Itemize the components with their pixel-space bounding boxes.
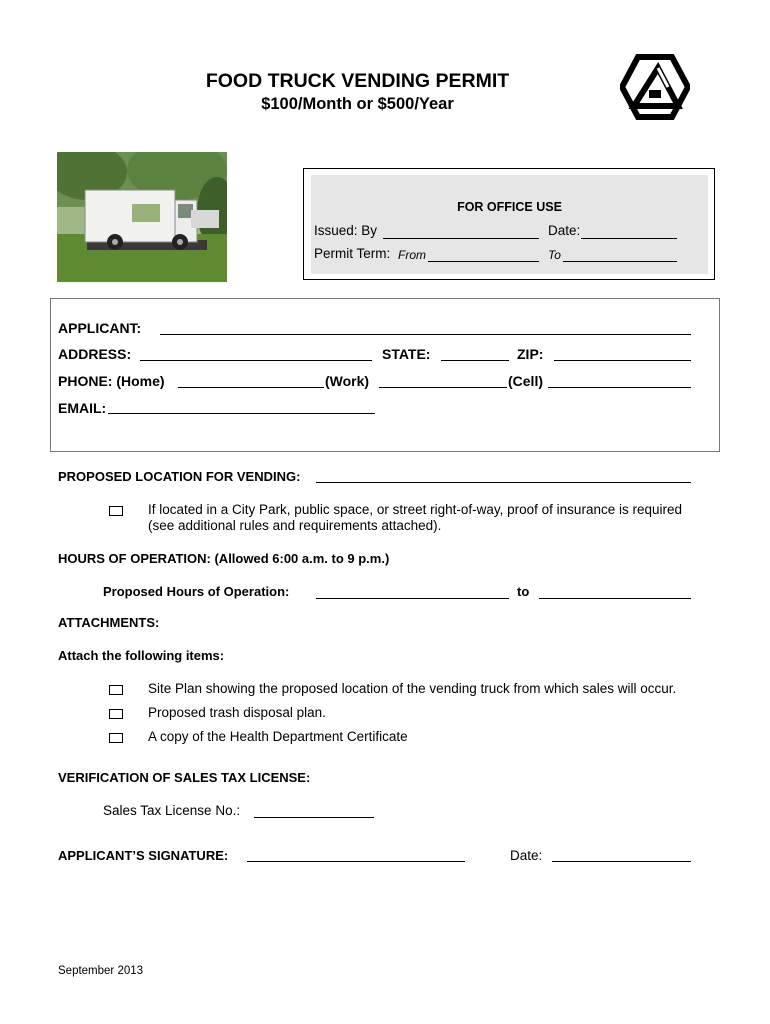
phone-home-label: PHONE: (Home) xyxy=(58,373,165,389)
site-plan-checkbox[interactable] xyxy=(109,685,123,695)
permit-to-field[interactable] xyxy=(563,261,677,262)
permit-to-label: To xyxy=(548,248,561,262)
attachment-item-trash-plan: Proposed trash disposal plan. xyxy=(148,705,326,720)
zip-field[interactable] xyxy=(554,360,691,361)
office-date-label: Date: xyxy=(548,223,581,238)
signature-date-label: Date: xyxy=(510,848,543,863)
phone-home-field[interactable] xyxy=(178,387,324,388)
attachment-item-site-plan: Site Plan showing the proposed location of the vending truck from which sales will occur. xyxy=(148,681,677,696)
attachments-label: ATTACHMENTS: xyxy=(58,615,160,630)
permit-term-label: Permit Term: xyxy=(314,246,391,261)
address-label: ADDRESS: xyxy=(58,346,132,362)
permit-from-field[interactable] xyxy=(428,261,539,262)
hours-to-label: to xyxy=(517,584,530,599)
sales-tax-verification-label: VERIFICATION OF SALES TAX LICENSE: xyxy=(58,770,311,785)
form-title: FOOD TRUCK VENDING PERMIT xyxy=(205,70,510,92)
proposed-hours-label: Proposed Hours of Operation: xyxy=(103,584,290,599)
sales-tax-license-label: Sales Tax License No.: xyxy=(103,803,241,818)
hours-of-operation-label: HOURS OF OPERATION: (Allowed 6:00 a.m. to 9 p.m.) xyxy=(58,551,390,566)
form-subtitle: $100/Month or $500/Year xyxy=(261,95,454,113)
phone-work-label: (Work) xyxy=(325,373,370,389)
state-field[interactable] xyxy=(441,360,509,361)
hours-start-field[interactable] xyxy=(316,598,509,599)
applicant-signature-label: APPLICANT’S SIGNATURE: xyxy=(58,848,229,863)
applicant-label: APPLICANT: xyxy=(58,320,142,336)
state-label: STATE: xyxy=(382,346,431,362)
applicant-field[interactable] xyxy=(160,334,691,335)
permit-from-label: From xyxy=(398,248,426,262)
issued-by-label: Issued: By xyxy=(314,223,378,238)
attachment-item-health-certificate: A copy of the Health Department Certificate xyxy=(148,729,408,744)
insurance-note-line1: If located in a City Park, public space, or street right-of-way, proof of insurance is required xyxy=(148,502,682,517)
office-date-field[interactable] xyxy=(581,238,677,239)
trash-plan-checkbox[interactable] xyxy=(109,709,123,719)
signature-date-field[interactable] xyxy=(552,861,691,862)
footer-date: September 2013 xyxy=(58,965,144,977)
issued-by-field[interactable] xyxy=(383,238,539,239)
insurance-checkbox[interactable] xyxy=(109,506,123,516)
office-use-title: FOR OFFICE USE xyxy=(457,200,562,214)
hours-end-field[interactable] xyxy=(539,598,691,599)
phone-work-field[interactable] xyxy=(379,387,507,388)
email-field[interactable] xyxy=(108,413,375,414)
phone-cell-field[interactable] xyxy=(548,387,691,388)
proposed-location-label: PROPOSED LOCATION FOR VENDING: xyxy=(58,469,301,484)
email-label: EMAIL: xyxy=(58,400,107,416)
food-truck-photo xyxy=(57,152,227,282)
applicant-signature-field[interactable] xyxy=(247,861,465,862)
attach-items-label: Attach the following items: xyxy=(58,648,225,663)
zip-label: ZIP: xyxy=(517,346,544,362)
health-certificate-checkbox[interactable] xyxy=(109,733,123,743)
proposed-location-field[interactable] xyxy=(316,482,691,483)
phone-cell-label: (Cell) xyxy=(508,373,543,389)
sales-tax-license-field[interactable] xyxy=(254,817,374,818)
address-field[interactable] xyxy=(140,360,372,361)
city-logo-icon xyxy=(620,54,690,120)
insurance-note-line2: (see additional rules and requirements attached). xyxy=(148,518,442,533)
